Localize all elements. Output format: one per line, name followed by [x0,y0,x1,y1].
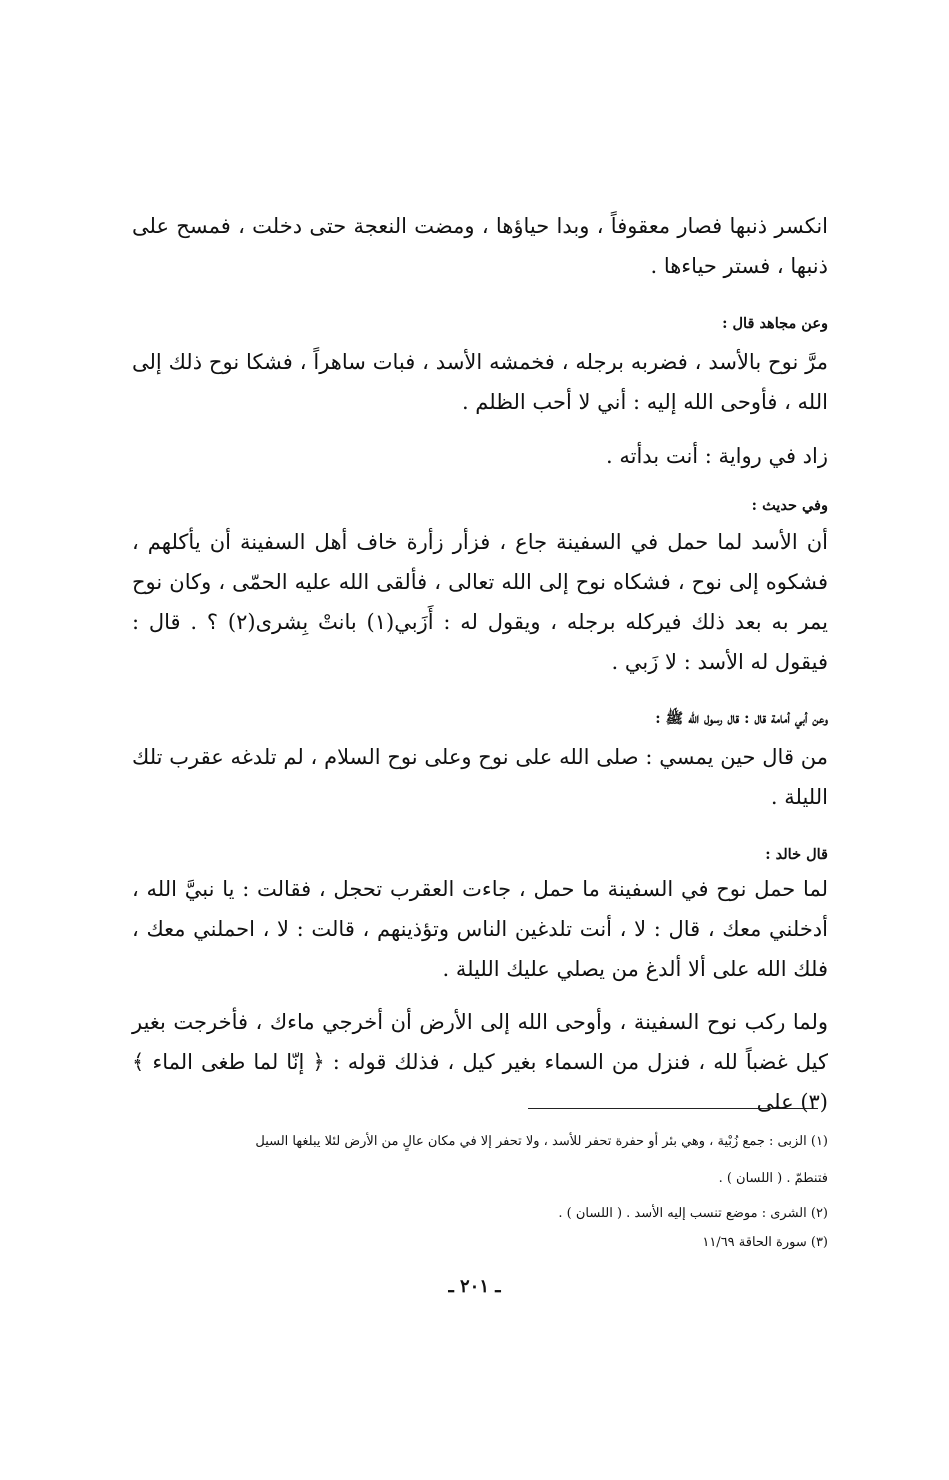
paragraph-evening-prayer: من قال حين يمسي : صلى الله على نوح وعلى نوح السلام ، لم تلدغه عقرب تلك الليلة . [132,745,828,809]
paragraph-scorpion: لما حمل نوح في السفينة ما حمل ، جاءت العقرب تحجل ، فقالت : يا نبيَّ الله ، أدخلني معك ، قال : لا ، أنت تلدغين الناس وتؤذينهم ، قالت : لا ، احملني معك ، فلك الله على ألا ألدغ من يصلي عليك الليلة . [132,877,828,981]
footnote-1: (١) الزبى : جمع زُبْية ، وهي بئر أو حفرة تحفر للأسد ، ولا تحفر إلا في مكان عالٍ من الأرض لئلا يبلغها السيل [255,1134,828,1149]
page-number: ـ ٢٠١ ـ [448,1276,501,1297]
footnote-1-continuation: فتنطمّ . ( اللسان ) . [718,1171,828,1186]
footnote-separator [528,1108,818,1109]
paragraph-noah-lion: مرَّ نوح بالأسد ، فضربه برجله ، فخمشه الأسد ، فبات ساهراً ، فشكا نوح ذلك إلى الله ، فأوحى الله إليه : أني لا أحب الظلم . [132,350,828,414]
paragraph-lion-ship: أن الأسد لما حمل في السفينة جاع ، فزأر زأرة خاف أهل السفينة أن يأكلهم ، فشكوه إلى نوح ، فشكاه نوح إلى الله تعالى ، فألقى الله عليه الحمّى ، وكان نوح يمر به بعد ذلك فيركله برجله ، ويقول له : أَزَبي(١) بانتْ بِشرى(٢) ؟ . قال : فيقول له الأسد : لا زَبي . [132,530,828,674]
paragraph-flood: ولما ركب نوح السفينة ، وأوحى الله إلى الأرض أن أخرجي ماءك ، فأخرجت بغير كيل غضباً لله ، فنزل من السماء بغير كيل ، فذلك قوله : ﴿ إنّا لما طغى الماء ﴾(٣) على [132,1010,828,1114]
section-heading-khalid: قال خالد : [765,846,828,863]
footnote-3: (٣) سورة الحاقة ١١/٦٩ [702,1235,828,1250]
paragraph-addition: زاد في رواية : أنت بدأته . [606,444,828,468]
footnote-2: (٢) الشرى : موضع تنسب إليه الأسد . ( اللسان ) . [558,1206,828,1221]
section-heading-abu-umama: وعن أبي أمامة قال : قال رسول الله ﷺ : [655,710,828,727]
section-heading-hadith: وفي حديث : [751,497,828,514]
section-heading-mujahid: وعن مجاهد قال : [722,315,828,332]
paragraph-continuation: انكسر ذنبها فصار معقوفاً ، وبدا حياؤها ، ومضت النعجة حتى دخلت ، فمسح على ذنبها ، فستر حياءها . [132,214,828,278]
